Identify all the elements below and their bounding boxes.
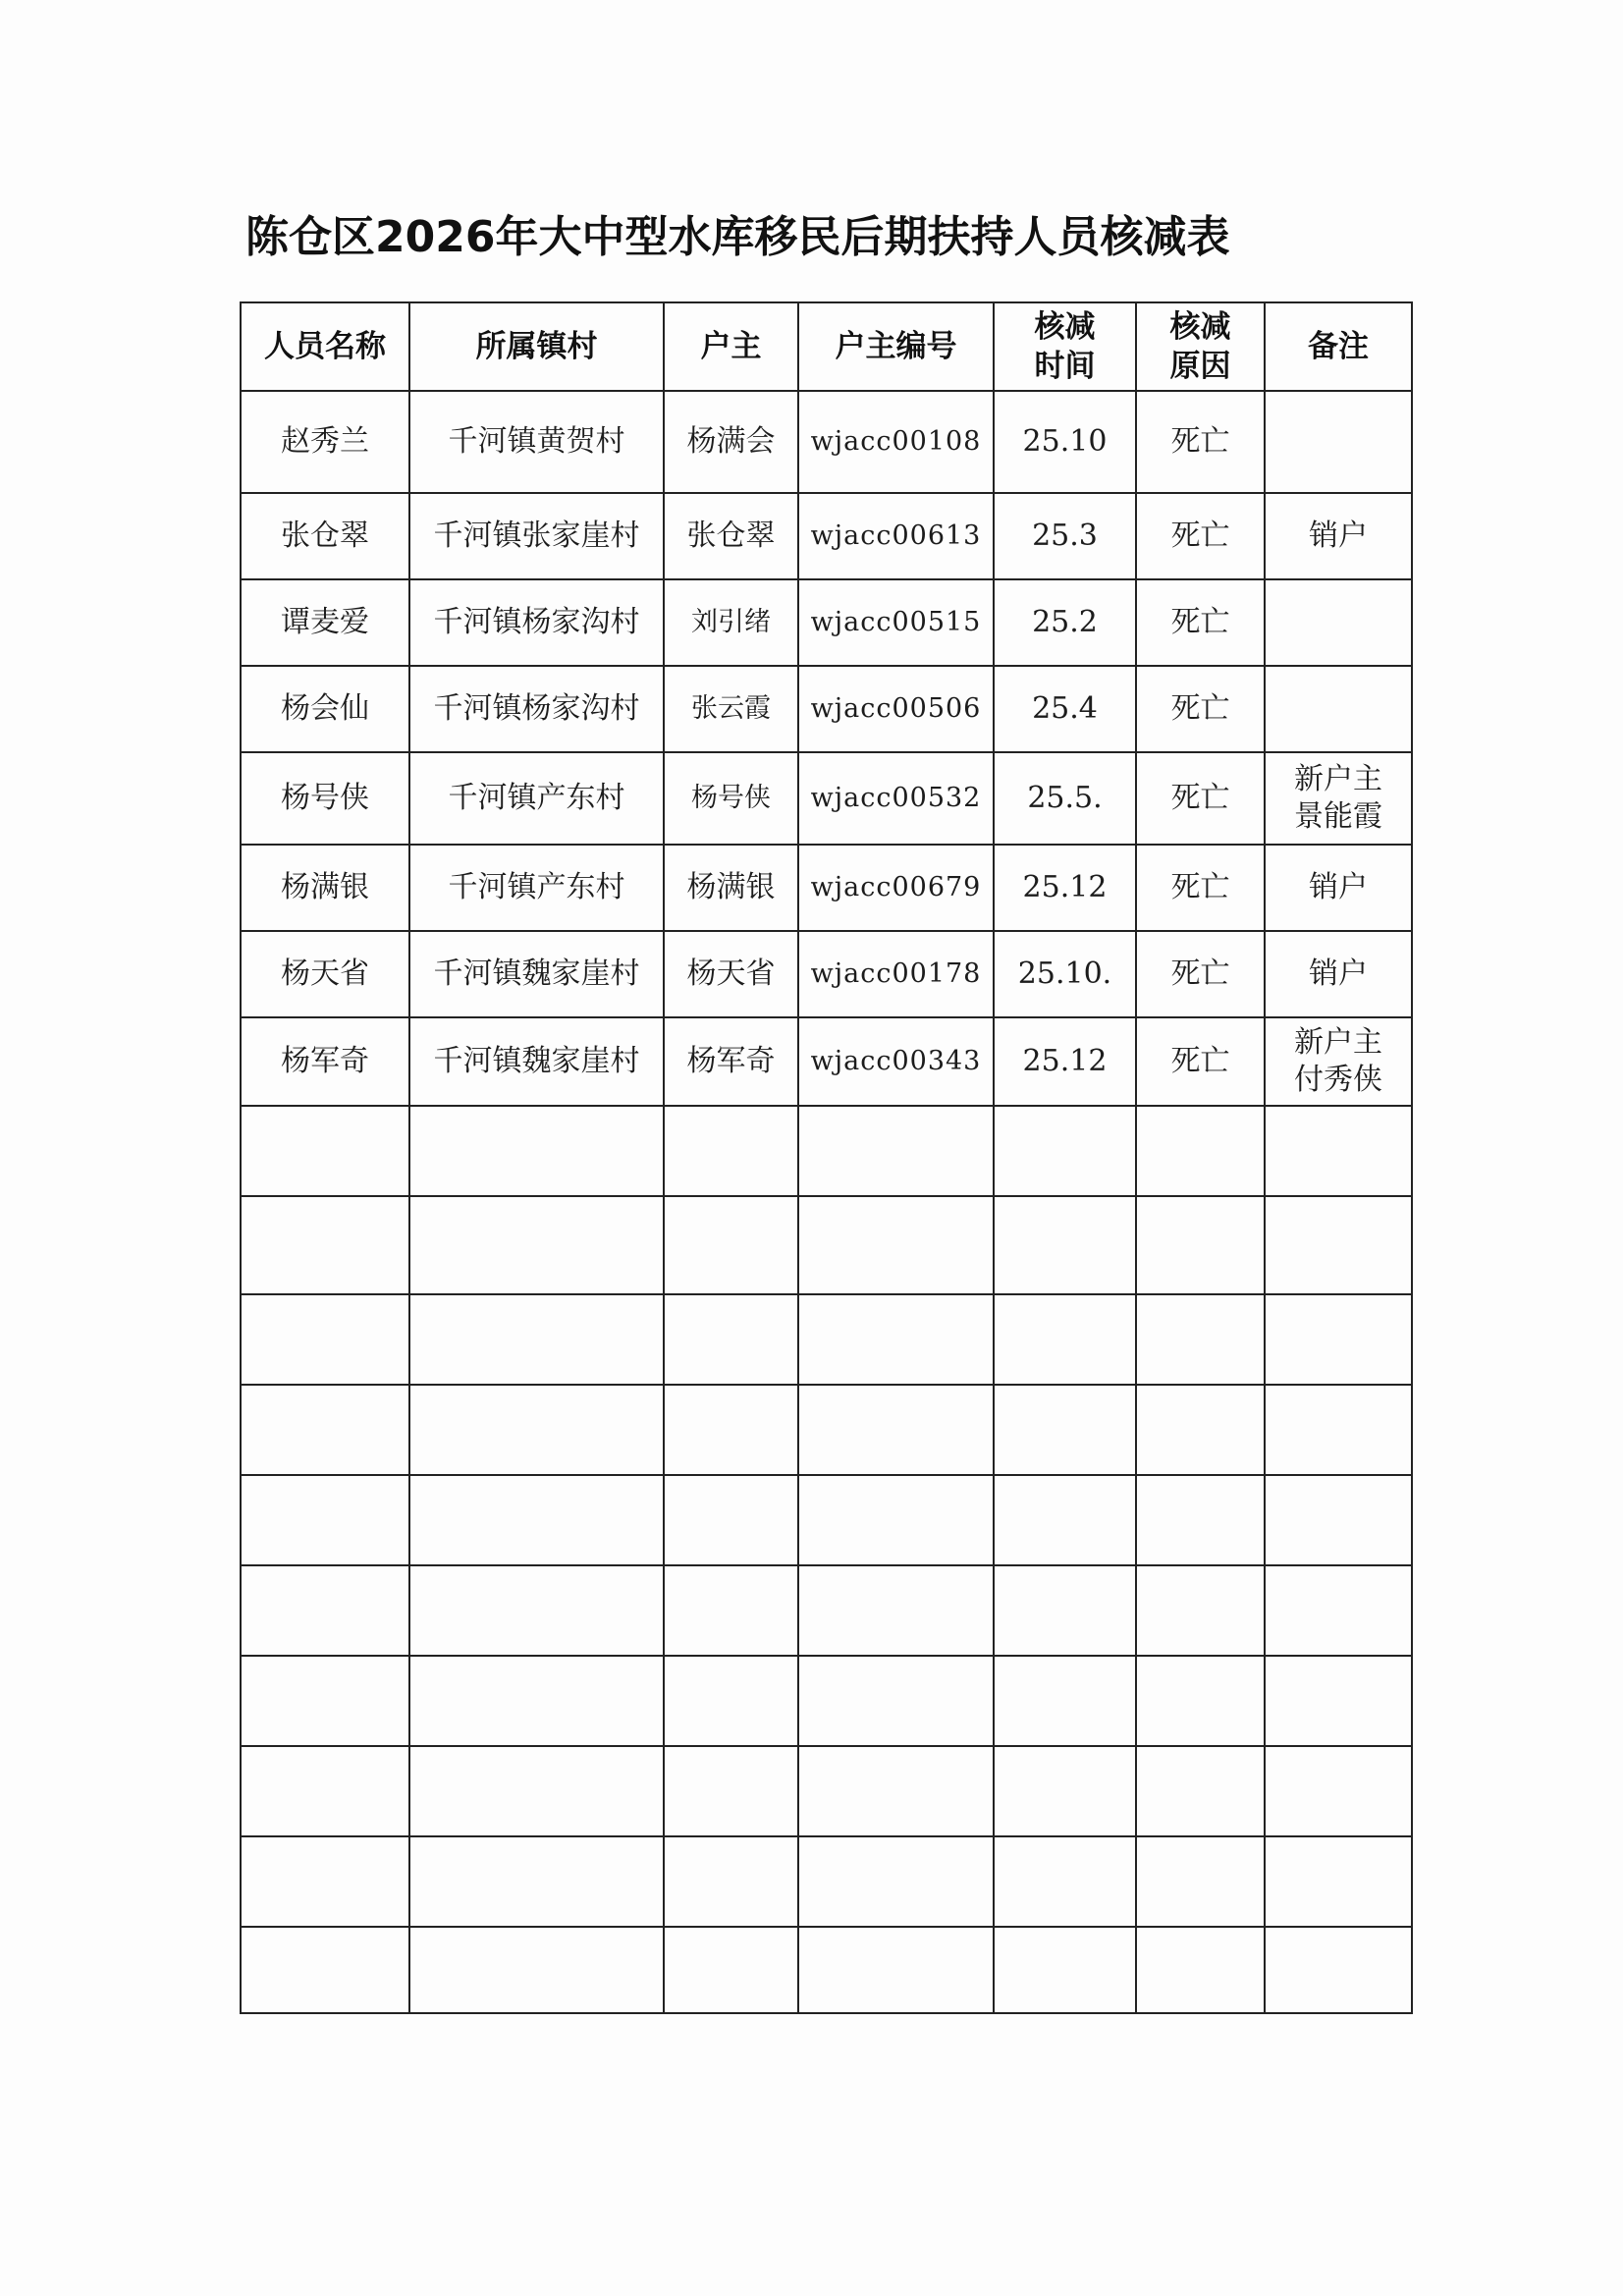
cell-reduction-time: 25.10.	[994, 931, 1136, 1017]
cell-householder	[664, 1475, 798, 1565]
cell-village	[409, 1746, 664, 1836]
column-header-text: 人员名称	[264, 329, 386, 364]
cell-reduction-time	[994, 1746, 1136, 1836]
table-row	[241, 1565, 1412, 1656]
cell-householder	[664, 1656, 798, 1746]
cell-householder-id	[798, 1196, 994, 1294]
cell-householder-id	[798, 1106, 994, 1196]
table-row	[241, 1017, 1412, 1106]
cell-householder	[664, 1294, 798, 1385]
table-row	[241, 1927, 1412, 2013]
cell-village: 千河镇产东村	[409, 752, 664, 845]
cell-reduction-time: 25.10	[994, 391, 1136, 493]
table-row	[241, 1836, 1412, 1927]
column-header-text: 时间	[1034, 349, 1096, 384]
cell-village	[409, 1927, 664, 2013]
cell-remarks: 销户	[1265, 845, 1412, 931]
cell-householder-id	[798, 1385, 994, 1475]
cell-village: 千河镇产东村	[409, 845, 664, 931]
cell-reduction-time	[994, 1106, 1136, 1196]
table-row	[241, 666, 1412, 752]
cell-village: 千河镇杨家沟村	[409, 579, 664, 666]
cell-householder	[664, 1836, 798, 1927]
cell-person-name	[241, 1106, 409, 1196]
column-header-text: 备注	[1308, 329, 1369, 364]
column-header-text: 核减	[1034, 309, 1096, 345]
column-header-text: 户主	[700, 329, 762, 364]
cell-reduction-reason: 死亡	[1136, 845, 1265, 931]
cell-householder	[664, 1927, 798, 2013]
cell-reduction-time: 25.4	[994, 666, 1136, 752]
cell-village	[409, 1656, 664, 1746]
cell-remarks: 销户	[1265, 493, 1412, 579]
cell-householder-id	[798, 1836, 994, 1927]
cell-householder-id	[798, 1746, 994, 1836]
cell-householder-id: wjacc00506	[798, 666, 994, 752]
table-body	[241, 391, 1412, 2013]
cell-householder-id	[798, 1656, 994, 1746]
cell-householder	[664, 1565, 798, 1656]
cell-householder: 刘引绪	[664, 579, 798, 666]
cell-householder-id	[798, 1565, 994, 1656]
cell-reduction-time	[994, 1656, 1136, 1746]
cell-remarks	[1265, 1475, 1412, 1565]
cell-reduction-reason: 死亡	[1136, 493, 1265, 579]
cell-reduction-reason	[1136, 1196, 1265, 1294]
table-row	[241, 1106, 1412, 1196]
roster-table	[240, 301, 1413, 2014]
cell-householder	[664, 1746, 798, 1836]
cell-person-name: 杨军奇	[241, 1017, 409, 1106]
table-row	[241, 579, 1412, 666]
cell-reduction-reason: 死亡	[1136, 752, 1265, 845]
cell-reduction-reason: 死亡	[1136, 579, 1265, 666]
cell-reduction-time	[994, 1927, 1136, 2013]
table-row	[241, 931, 1412, 1017]
cell-person-name	[241, 1656, 409, 1746]
cell-village	[409, 1385, 664, 1475]
cell-village	[409, 1106, 664, 1196]
cell-person-name	[241, 1746, 409, 1836]
cell-householder: 张仓翠	[664, 493, 798, 579]
cell-village: 千河镇杨家沟村	[409, 666, 664, 752]
cell-reduction-reason: 死亡	[1136, 931, 1265, 1017]
header-remarks	[1265, 302, 1412, 391]
header-householder	[664, 302, 798, 391]
cell-reduction-reason	[1136, 1927, 1265, 2013]
cell-person-name	[241, 1475, 409, 1565]
cell-reduction-reason: 死亡	[1136, 666, 1265, 752]
table-row	[241, 1196, 1412, 1294]
cell-householder-id: wjacc00515	[798, 579, 994, 666]
cell-village	[409, 1565, 664, 1656]
roster-table-container	[240, 301, 1413, 2014]
cell-reduction-time	[994, 1475, 1136, 1565]
cell-person-name: 张仓翠	[241, 493, 409, 579]
cell-remarks: 新户主 付秀侠	[1265, 1017, 1412, 1106]
cell-householder	[664, 1385, 798, 1475]
cell-village: 千河镇魏家崖村	[409, 931, 664, 1017]
cell-householder: 杨号侠	[664, 752, 798, 845]
cell-person-name	[241, 1294, 409, 1385]
cell-person-name: 杨号侠	[241, 752, 409, 845]
cell-village: 千河镇黄贺村	[409, 391, 664, 493]
cell-reduction-reason	[1136, 1836, 1265, 1927]
cell-householder	[664, 1106, 798, 1196]
cell-reduction-reason: 死亡	[1136, 391, 1265, 493]
cell-reduction-reason	[1136, 1746, 1265, 1836]
column-header-text: 所属镇村	[475, 329, 598, 364]
cell-reduction-time	[994, 1565, 1136, 1656]
cell-reduction-time	[994, 1836, 1136, 1927]
table-row	[241, 1385, 1412, 1475]
header-name	[241, 302, 409, 391]
cell-remarks	[1265, 1927, 1412, 2013]
cell-remarks: 新户主 景能霞	[1265, 752, 1412, 845]
cell-reduction-time	[994, 1294, 1136, 1385]
cell-remarks: 销户	[1265, 931, 1412, 1017]
cell-reduction-time: 25.2	[994, 579, 1136, 666]
cell-remarks	[1265, 1836, 1412, 1927]
table-row	[241, 493, 1412, 579]
table-row	[241, 1656, 1412, 1746]
cell-village	[409, 1475, 664, 1565]
cell-householder: 张云霞	[664, 666, 798, 752]
cell-person-name	[241, 1927, 409, 2013]
cell-remarks	[1265, 1385, 1412, 1475]
cell-person-name	[241, 1385, 409, 1475]
cell-reduction-time: 25.5.	[994, 752, 1136, 845]
cell-person-name	[241, 1196, 409, 1294]
cell-householder: 杨满银	[664, 845, 798, 931]
table-row	[241, 1294, 1412, 1385]
cell-reduction-reason	[1136, 1294, 1265, 1385]
cell-householder-id: wjacc00178	[798, 931, 994, 1017]
table-row	[241, 1475, 1412, 1565]
cell-village	[409, 1294, 664, 1385]
table-row	[241, 752, 1412, 845]
column-header-text: 户主编号	[835, 329, 957, 364]
cell-reduction-reason	[1136, 1385, 1265, 1475]
header-householder-id	[798, 302, 994, 391]
cell-householder-id: wjacc00343	[798, 1017, 994, 1106]
cell-householder-id	[798, 1475, 994, 1565]
cell-householder: 杨满会	[664, 391, 798, 493]
cell-person-name: 赵秀兰	[241, 391, 409, 493]
cell-householder-id	[798, 1927, 994, 2013]
header-reduction-time	[994, 302, 1136, 391]
cell-person-name: 杨天省	[241, 931, 409, 1017]
column-header-text: 核减	[1169, 309, 1231, 345]
cell-remarks	[1265, 1196, 1412, 1294]
cell-reduction-time	[994, 1385, 1136, 1475]
cell-householder: 杨军奇	[664, 1017, 798, 1106]
cell-reduction-reason	[1136, 1475, 1265, 1565]
column-header-text: 原因	[1169, 349, 1231, 384]
cell-village: 千河镇张家崖村	[409, 493, 664, 579]
cell-remarks	[1265, 1656, 1412, 1746]
cell-person-name: 谭麦爱	[241, 579, 409, 666]
cell-person-name: 杨满银	[241, 845, 409, 931]
cell-reduction-time	[994, 1196, 1136, 1294]
table-row	[241, 391, 1412, 493]
cell-remarks	[1265, 1294, 1412, 1385]
cell-village	[409, 1836, 664, 1927]
header-village	[409, 302, 664, 391]
table-header-row	[241, 302, 1412, 391]
table-row	[241, 1746, 1412, 1836]
cell-reduction-time: 25.12	[994, 845, 1136, 931]
page-title: 陈仓区2026年大中型水库移民后期扶持人员核减表	[245, 212, 1230, 262]
cell-reduction-reason	[1136, 1656, 1265, 1746]
cell-remarks	[1265, 1746, 1412, 1836]
cell-reduction-time: 25.3	[994, 493, 1136, 579]
cell-person-name	[241, 1565, 409, 1656]
cell-person-name: 杨会仙	[241, 666, 409, 752]
cell-householder-id: wjacc00679	[798, 845, 994, 931]
cell-reduction-time: 25.12	[994, 1017, 1136, 1106]
cell-householder-id: wjacc00108	[798, 391, 994, 493]
cell-remarks	[1265, 1565, 1412, 1656]
cell-householder-id	[798, 1294, 994, 1385]
cell-reduction-reason	[1136, 1565, 1265, 1656]
header-reduction-reason	[1136, 302, 1265, 391]
cell-householder-id: wjacc00613	[798, 493, 994, 579]
cell-remarks	[1265, 579, 1412, 666]
cell-remarks	[1265, 1106, 1412, 1196]
cell-householder-id: wjacc00532	[798, 752, 994, 845]
cell-village	[409, 1196, 664, 1294]
cell-householder	[664, 1196, 798, 1294]
table-row	[241, 845, 1412, 931]
cell-remarks	[1265, 666, 1412, 752]
cell-reduction-reason: 死亡	[1136, 1017, 1265, 1106]
cell-householder: 杨天省	[664, 931, 798, 1017]
cell-remarks	[1265, 391, 1412, 493]
cell-village: 千河镇魏家崖村	[409, 1017, 664, 1106]
cell-reduction-reason	[1136, 1106, 1265, 1196]
cell-person-name	[241, 1836, 409, 1927]
